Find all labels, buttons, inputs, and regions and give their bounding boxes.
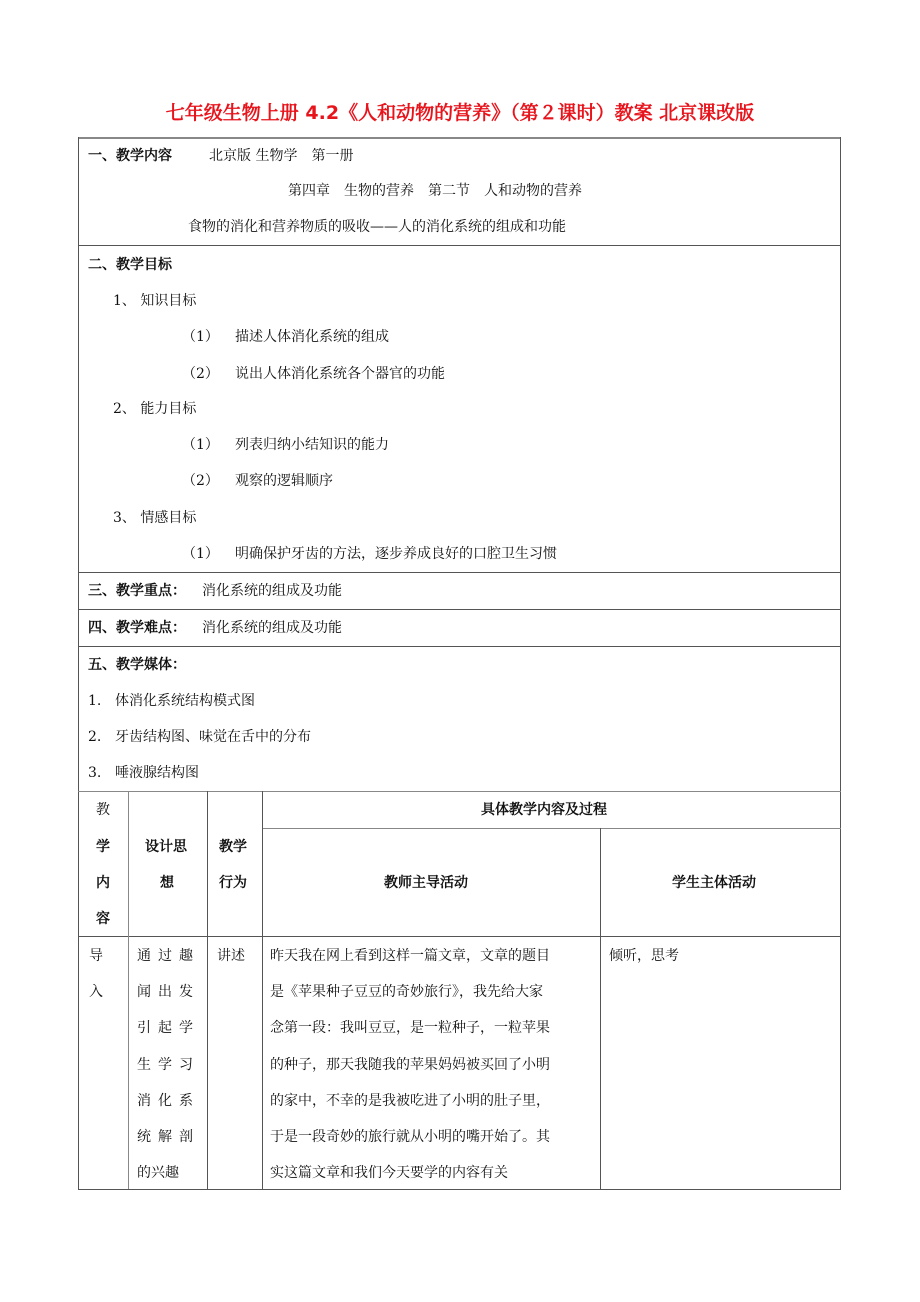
section1-heading: 一、教学内容 — [88, 148, 172, 164]
goal-group-ability: 2、 能力目标 — [113, 401, 197, 417]
row-design-line: 引起学 — [137, 1020, 200, 1036]
table-border-right — [840, 137, 841, 1190]
goal-item-num: （2） — [182, 473, 219, 489]
table-border-left — [78, 137, 79, 1190]
rule-after-section3 — [78, 609, 841, 610]
header-design-line: 设计思 — [145, 839, 187, 855]
header-content-char: 容 — [96, 911, 110, 927]
row-design-line: 消化系 — [137, 1093, 200, 1109]
row-design-line: 生学习 — [137, 1057, 200, 1073]
goal-item-text: 描述人体消化系统的组成 — [235, 329, 389, 345]
row-design-line: 闻出发 — [137, 984, 200, 1000]
header-group: 具体教学内容及过程 — [481, 802, 607, 818]
media-text: 体消化系统结构模式图 — [115, 693, 255, 709]
rule-after-section2 — [78, 572, 841, 573]
header-design-line: 想 — [160, 875, 174, 891]
table-border-bottom — [78, 1189, 841, 1190]
goal-item-text: 明确保护牙齿的方法，逐步养成良好的口腔卫生习惯 — [235, 546, 557, 562]
col-sep-3 — [262, 791, 263, 1189]
rule-after-section4 — [78, 646, 841, 647]
col-sep-2 — [207, 791, 208, 1189]
goal-item-text: 列表归纳小结知识的能力 — [235, 437, 389, 453]
rule-after-section1 — [78, 245, 841, 246]
section1-line3: 食物的消化和营养物质的吸收——人的消化系统的组成和功能 — [188, 219, 566, 235]
row-content-char: 入 — [89, 984, 103, 1000]
section5-heading: 五、教学媒体： — [88, 657, 186, 673]
row-teacher-line: 的种子，那天我随我的苹果妈妈被买回了小明 — [270, 1057, 550, 1073]
rule-header-bottom — [78, 936, 841, 937]
row-student: 倾听，思考 — [609, 948, 679, 964]
row-design-line: 统解剖 — [137, 1129, 200, 1145]
goal-group-knowledge: 1、 知识目标 — [113, 293, 197, 309]
section3-text: 消化系统的组成及功能 — [202, 583, 342, 599]
document-title: 七年级生物上册 4.2《人和动物的营养》（第２课时）教案 北京课改版 — [165, 102, 755, 124]
goal-item-num: （2） — [182, 366, 219, 382]
media-num: 3. — [88, 765, 102, 781]
media-num: 2. — [88, 729, 102, 745]
header-teacher: 教师主导活动 — [384, 875, 468, 891]
row-teacher-line: 念第一段：我叫豆豆，是一粒种子，一粒苹果 — [270, 1020, 550, 1036]
section4-heading: 四、教学难点： — [88, 620, 186, 636]
goal-item-text: 说出人体消化系统各个器官的功能 — [235, 366, 445, 382]
row-teacher-line: 的家中，不幸的是我被吃进了小明的肚子里， — [270, 1093, 550, 1109]
col-sep-1 — [128, 791, 129, 1189]
col-sep-4 — [600, 828, 601, 1189]
media-text: 唾液腺结构图 — [115, 765, 199, 781]
media-num: 1. — [88, 693, 102, 709]
goal-item-num: （1） — [182, 329, 219, 345]
section2-heading: 二、教学目标 — [88, 257, 172, 273]
goal-item-num: （1） — [182, 437, 219, 453]
header-student: 学生主体活动 — [672, 875, 756, 891]
rule-after-section5 — [78, 791, 841, 792]
media-text: 牙齿结构图、味觉在舌中的分布 — [115, 729, 311, 745]
section3-heading: 三、教学重点： — [88, 583, 186, 599]
goal-item-text: 观察的逻辑顺序 — [235, 473, 333, 489]
row-behavior: 讲述 — [217, 948, 245, 964]
row-design-line: 的兴趣 — [137, 1165, 179, 1181]
row-design-line: 通过趣 — [137, 948, 200, 964]
header-behavior-line: 行为 — [219, 875, 247, 891]
goal-item-num: （1） — [182, 546, 219, 562]
header-behavior-line: 教学 — [219, 839, 247, 855]
header-content-char: 内 — [96, 875, 110, 891]
row-teacher-line: 昨天我在网上看到这样一篇文章，文章的题目 — [270, 948, 550, 964]
section4-text: 消化系统的组成及功能 — [202, 620, 342, 636]
section1-line2: 第四章 生物的营养 第二节 人和动物的营养 — [288, 183, 582, 199]
table-border-top — [78, 137, 841, 139]
section1-text: 北京版 生物学 第一册 — [209, 148, 354, 164]
row-teacher-line: 是《苹果种子豆豆的奇妙旅行》，我先给大家 — [270, 984, 543, 1000]
row-teacher-line: 于是一段奇妙的旅行就从小明的嘴开始了。其 — [270, 1129, 550, 1145]
goal-group-emotion: 3、 情感目标 — [113, 510, 197, 526]
row-teacher-line: 实这篇文章和我们今天要学的内容有关 — [270, 1165, 508, 1181]
rule-header-sub — [262, 828, 841, 829]
header-content-char: 学 — [96, 839, 110, 855]
row-content-char: 导 — [89, 948, 103, 964]
header-content-char: 教 — [96, 802, 110, 818]
